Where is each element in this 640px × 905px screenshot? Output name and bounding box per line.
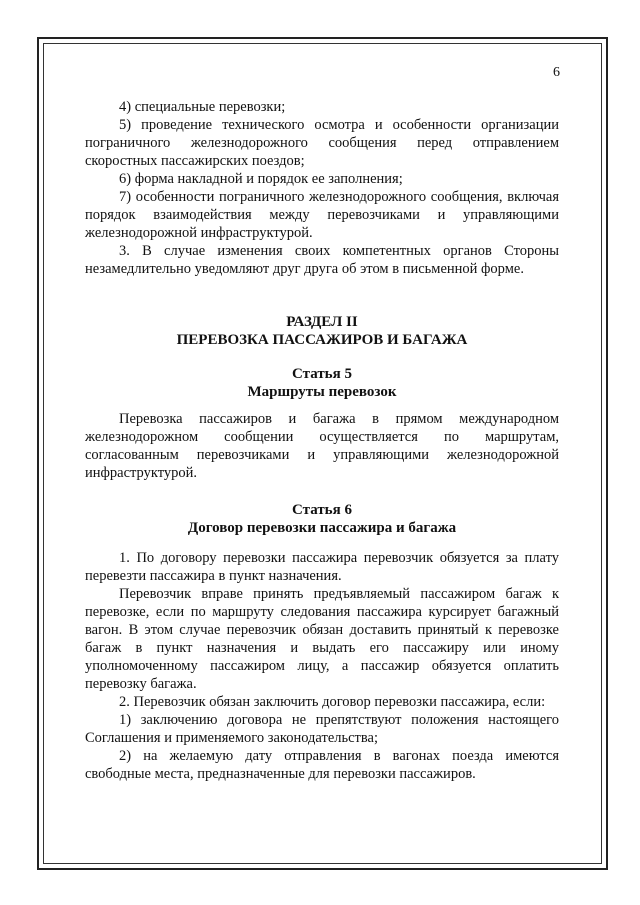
article5-heading: [85, 365, 559, 401]
article6-label: Статья 6: [292, 502, 352, 518]
section-heading: [85, 313, 559, 349]
section-title: ПЕРЕВОЗКА ПАССАЖИРОВ И БАГАЖА: [176, 332, 468, 348]
article5-body: [85, 410, 559, 482]
item-waybill-form: 6) форма накладной и порядок ее заполнения;: [119, 171, 403, 187]
page-number: 6: [553, 65, 560, 80]
item-border-features: 7) особенности пограничного железнодорожного сообщения, включая порядок взаимодействия между перевозчиками и управляющими железнодорожной инфраструктурой.: [85, 189, 559, 241]
article6-paragraph: 1. По договору перевозки пассажира перевозчик обязуется за плату перевезти пассажира в пункт назначения.: [85, 550, 559, 584]
section-label: РАЗДЕЛ II: [286, 314, 358, 330]
article6-paragraph: Перевозчик вправе принять предъявляемый пассажиром багаж к перевозке, если по маршруту следования пассажира курсирует багажный вагон. В этом случае перевозчик обязан доставить принятый к перевозке багаж в пункт назначения и выдать его пассажиру или иному уполномоченному пассажиром лицу, а пассажир обязуется оплатить перевозку багажа.: [85, 586, 559, 692]
item-technical-inspection: 5) проведение технического осмотра и особенности организации пограничного железнодорожного сообщения перед отправлением скоростных пассажирских поездов;: [85, 117, 559, 169]
article6-paragraph: 1) заключению договора не препятствуют положения настоящего Соглашения и применяемого законодательства;: [85, 712, 559, 746]
article5-paragraph: Перевозка пассажиров и багажа в прямом международном железнодорожном сообщении осуществляется по маршрутам, согласованным перевозчиками и управляющими железнодорожной инфраструктурой.: [85, 411, 559, 481]
article5-label: Статья 5: [292, 366, 352, 382]
article6-title: Договор перевозки пассажира и багажа: [187, 520, 457, 536]
article6-body: [85, 549, 559, 783]
paragraph-competent-authorities: 3. В случае изменения своих компетентных органов Стороны незамедлительно уведомляют друг друга об этом в письменной форме.: [85, 243, 559, 277]
article6-paragraph: 2) на желаемую дату отправления в вагонах поезда имеются свободные места, предназначенные для перевозки пассажиров.: [85, 748, 559, 782]
item-special-transport: 4) специальные перевозки;: [119, 99, 286, 115]
article6-heading: [85, 501, 559, 537]
intro-items: [85, 98, 559, 278]
article5-title: Маршруты перевозок: [247, 384, 397, 400]
article6-paragraph: 2. Перевозчик обязан заключить договор перевозки пассажира, если:: [119, 694, 546, 710]
